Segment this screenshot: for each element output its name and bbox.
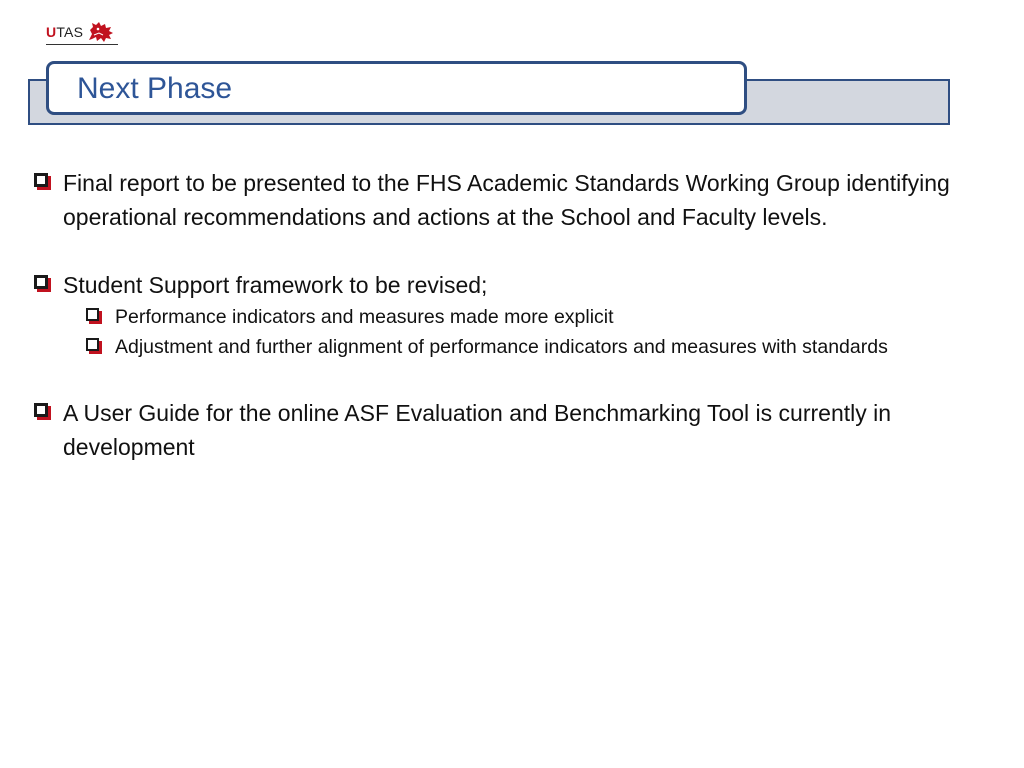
checkbox-square-icon [86, 338, 99, 351]
bullet-text: Student Support framework to be revised; [63, 272, 488, 298]
lion-crest-icon [86, 20, 116, 44]
slide-title: Next Phase [77, 72, 233, 105]
sub-bullet-text: Adjustment and further alignment of performance indicators and measures with standards [115, 336, 888, 358]
logo-letter-u: U [46, 24, 57, 40]
sub-bullet-item [86, 302, 994, 332]
bullet-item [34, 268, 994, 302]
bullet-text: Final report to be presented to the FHS Academic Standards Working Group identifying operational recommendations and actions at the School and Faculty levels. [63, 170, 950, 230]
checkbox-square-icon [86, 308, 99, 321]
checkbox-square-icon [34, 275, 48, 289]
slide-content [34, 166, 994, 464]
title-box [46, 61, 747, 115]
sub-bullet-item [86, 332, 994, 362]
bullet-item [34, 166, 994, 234]
bullet-item [34, 396, 994, 464]
logo-underline [46, 44, 118, 45]
sub-bullet-text: Performance indicators and measures made more explicit [115, 306, 614, 328]
sub-bullet-list [86, 302, 994, 362]
bullet-text: A User Guide for the online ASF Evaluation and Benchmarking Tool is currently in development [63, 400, 892, 460]
checkbox-square-icon [34, 403, 48, 417]
utas-logo [46, 20, 120, 46]
logo-wordmark [46, 24, 83, 40]
checkbox-square-icon [34, 173, 48, 187]
logo-letters-tas: TAS [56, 24, 84, 40]
